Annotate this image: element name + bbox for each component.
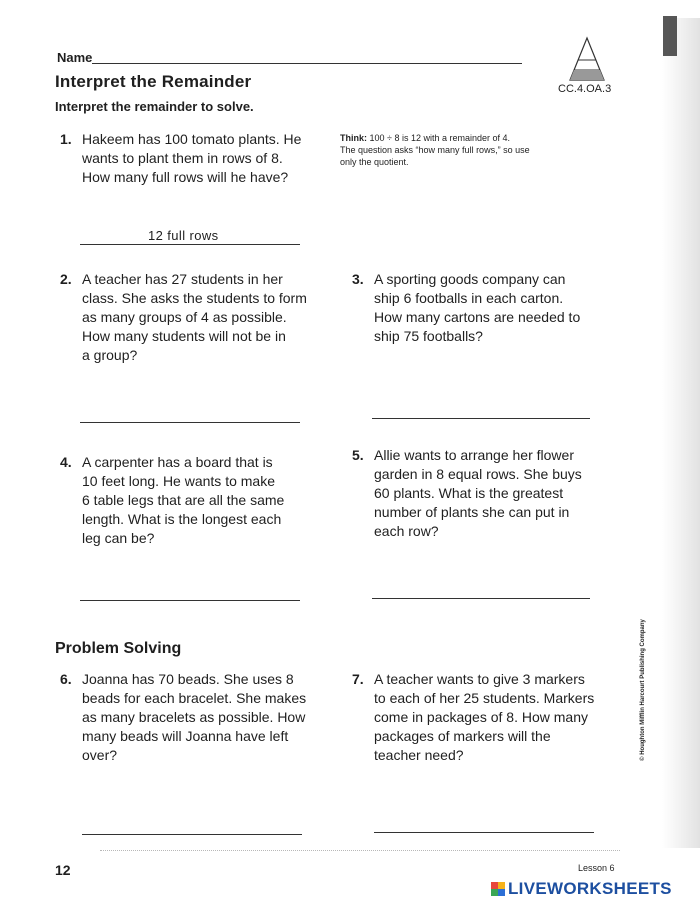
problem-text: Hakeem has 100 tomato plants. He wants to plant them in rows of 8. How many full rows will he have? — [82, 131, 302, 185]
worksheet-instructions: Interpret the remainder to solve. — [55, 99, 254, 114]
problem-text: A teacher wants to give 3 markers to each of her 25 students. Markers come in packages of 8. How many packages of markers will the teacher need? — [374, 671, 595, 763]
scan-edge — [662, 18, 700, 848]
think-label: Think: — [340, 133, 367, 143]
scan-edge-shadow — [663, 16, 677, 56]
worksheet-title: Interpret the Remainder — [55, 72, 252, 91]
answer-1-text: 12 full rows — [148, 228, 219, 243]
problem-6 — [60, 670, 340, 770]
page-number: 12 — [55, 862, 71, 878]
problem-4 — [60, 453, 330, 553]
think-text: 100 ÷ 8 is 12 with a remainder of 4. The question asks “how many full rows,” so use only the quotient. — [340, 133, 530, 167]
problem-text: A teacher has 27 students in her class. She asks the students to form as many groups of 4 as possible. How many students will not be in a group? — [82, 271, 307, 363]
think-hint — [340, 132, 610, 168]
answer-line-1[interactable] — [80, 244, 300, 245]
problem-number: 4. — [60, 454, 72, 470]
problem-number: 3. — [352, 271, 364, 287]
problem-solving-title: Problem Solving — [55, 640, 182, 657]
problem-text: Allie wants to arrange her flower garden in 8 equal rows. She buys 60 plants. What is the greatest number of plants she can put in each row? — [374, 447, 582, 539]
problem-2 — [60, 270, 330, 370]
liveworksheets-logo[interactable] — [491, 877, 672, 901]
answer-line-2[interactable] — [80, 422, 300, 423]
problem-text: Joanna has 70 beads. She uses 8 beads for each bracelet. She makes as many bracelets as possible. How many beads will Joanna have left over? — [82, 671, 307, 763]
problem-number: 2. — [60, 271, 72, 287]
scan-dotted-line — [100, 850, 620, 851]
level-triangle-icon — [568, 36, 606, 82]
problem-number: 6. — [60, 671, 72, 687]
problem-1 — [60, 130, 320, 190]
lesson-label: Lesson 6 — [578, 863, 615, 873]
name-label: Name — [57, 50, 93, 65]
problem-text: A carpenter has a board that is 10 feet long. He wants to make 6 table legs that are all the same length. What is the longest each leg can be? — [82, 454, 285, 546]
answer-line-7[interactable] — [374, 832, 594, 833]
problem-number: 1. — [60, 131, 72, 147]
answer-line-6[interactable] — [82, 834, 302, 835]
name-input-line[interactable] — [92, 63, 522, 64]
problem-7 — [352, 670, 632, 770]
standard-code: CC.4.OA.3 — [558, 83, 612, 95]
problem-3 — [352, 270, 622, 350]
problem-text: A sporting goods company can ship 6 footballs in each carton. How many cartons are needed to ship 75 footballs? — [374, 271, 581, 344]
answer-line-4[interactable] — [80, 600, 300, 601]
liveworksheets-grid-icon — [491, 882, 505, 896]
liveworksheets-brand: LIVEWORKSHEETS — [508, 879, 672, 898]
answer-line-3[interactable] — [372, 418, 590, 419]
problem-5 — [352, 446, 622, 546]
problem-number: 5. — [352, 447, 364, 463]
problem-number: 7. — [352, 671, 364, 687]
answer-line-5[interactable] — [372, 598, 590, 599]
